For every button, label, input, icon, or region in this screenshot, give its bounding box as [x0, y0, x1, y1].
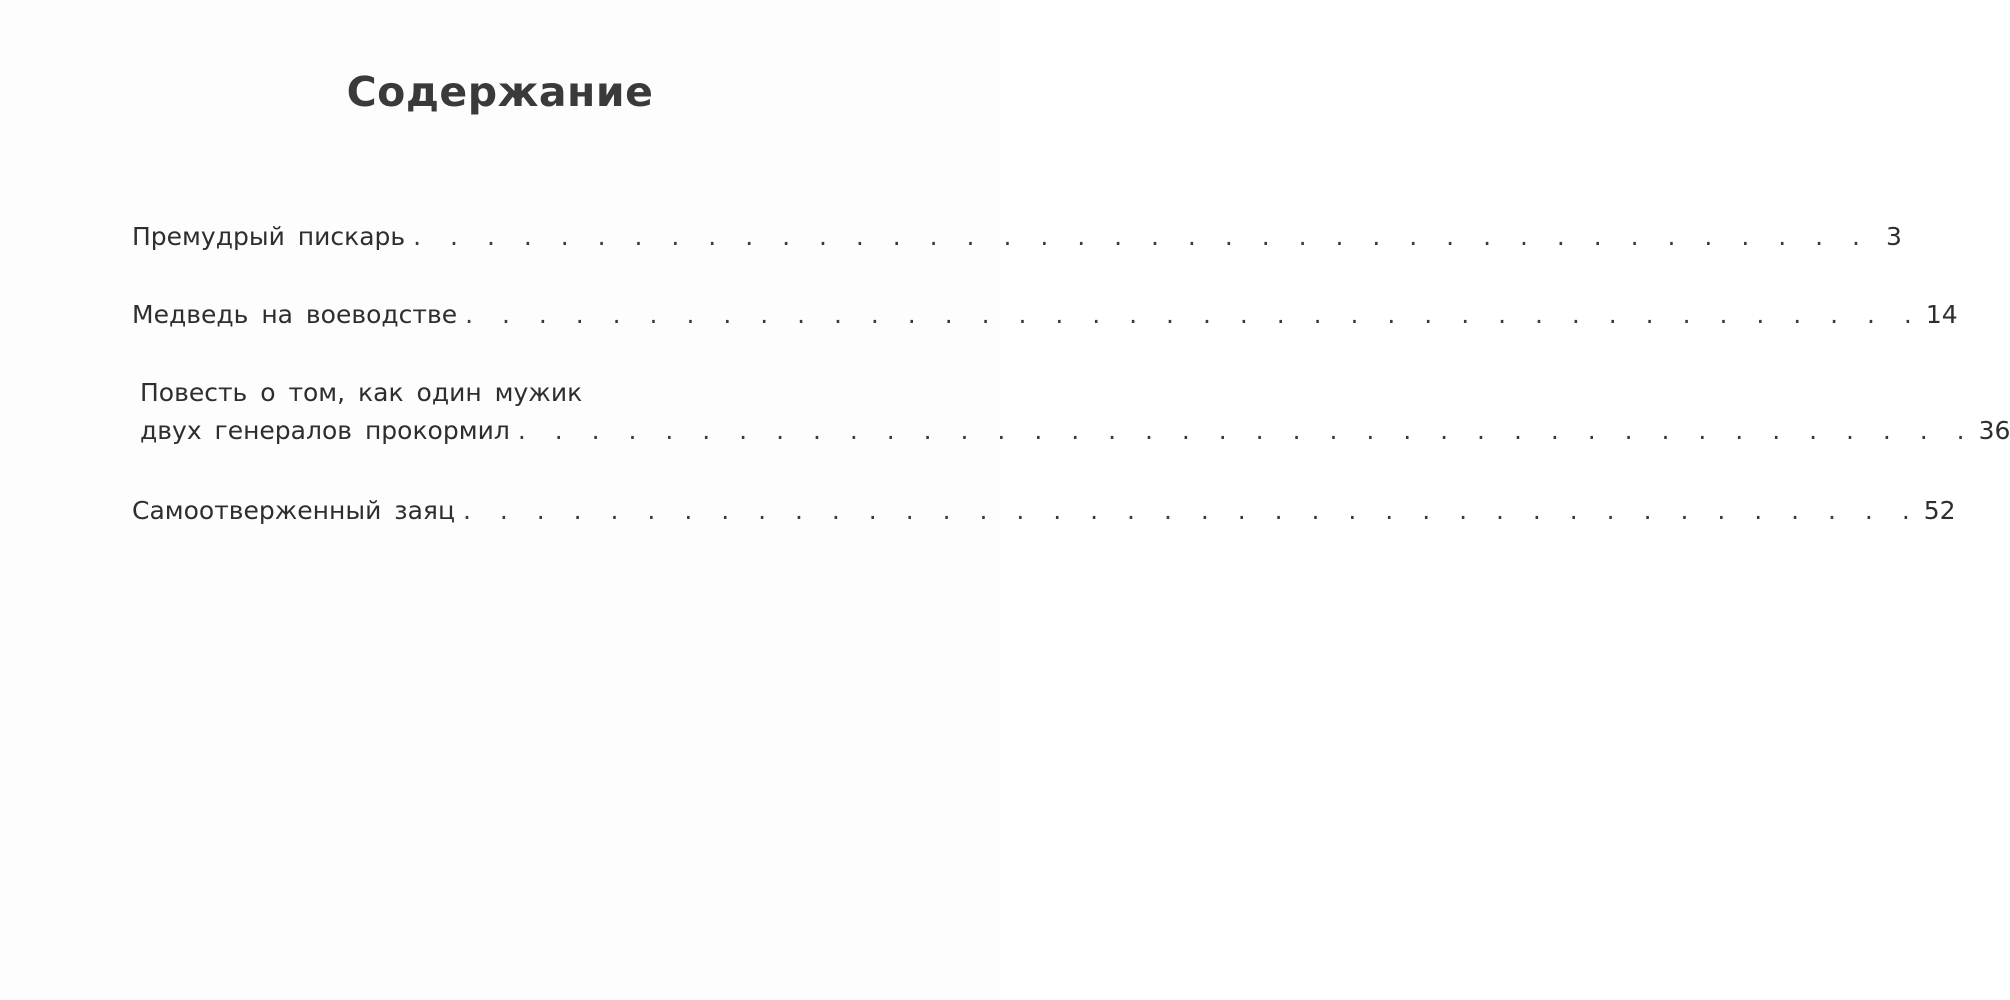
- toc-entry: [132, 374, 2010, 492]
- toc-entry: [132, 296, 1958, 374]
- toc-dot-leader: . . . . . . . . . . . . . . . . . . . . . . . . . . . . . . . . . . . . . . . .: [462, 496, 1918, 525]
- table-of-contents: [132, 218, 2010, 552]
- toc-line: [132, 218, 1902, 256]
- toc-line: [132, 412, 2010, 450]
- toc-dot-leader: . . . . . . . . . . . . . . . . . . . . . . . . . . . . . . . . . . . . . . . .: [517, 416, 1973, 445]
- toc-page-number: 3: [1886, 222, 1902, 251]
- toc-entry-title: Самоотверженный заяц: [132, 496, 455, 525]
- toc-dot-leader: . . . . . . . . . . . . . . . . . . . . . . . . . . . . . . . . . . . . . . . .: [465, 300, 1920, 329]
- toc-dot-leader: . . . . . . . . . . . . . . . . . . . . . . . . . . . . . . . . . . . . . . . .: [413, 222, 1868, 251]
- toc-page-number: 14: [1925, 300, 1958, 329]
- toc-entry: [132, 492, 1956, 552]
- toc-entry-title: Премудрый пискарь: [132, 222, 406, 251]
- toc-line: [132, 374, 812, 412]
- toc-entry: [132, 218, 1902, 296]
- toc-page-number: 36: [1978, 416, 2010, 445]
- toc-entry-title: Повесть о том, как один мужик: [140, 378, 583, 407]
- page-title: Содержание: [346, 68, 654, 116]
- toc-page-number: 52: [1923, 496, 1956, 525]
- toc-entry-title-continued: двух генералов прокормил: [140, 416, 510, 445]
- toc-line: [132, 492, 1956, 530]
- toc-line: [132, 296, 1958, 334]
- toc-entry-title: Медведь на воеводстве: [132, 300, 458, 329]
